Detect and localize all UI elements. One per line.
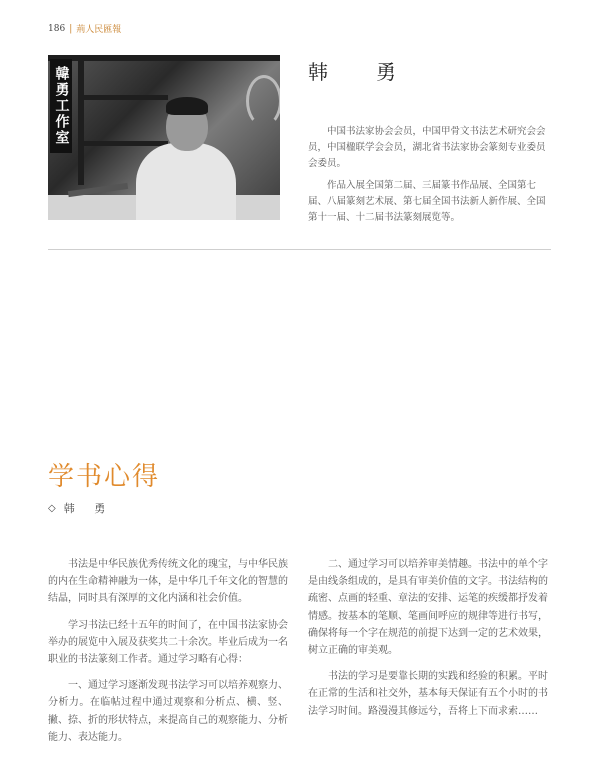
article-paragraph: 书法是中华民族优秀传统文化的瑰宝，与中华民族的内在生命精神融为一体，是中华几千年文化的智慧的结晶，同时具有深厚的文化内涵和社会价值。 <box>48 559 288 605</box>
diamond-icon: ◇ <box>48 502 56 514</box>
profile-bio <box>308 124 553 232</box>
article-byline <box>48 500 113 516</box>
article-author: 韩 勇 <box>63 502 114 515</box>
magazine-name: 荊人民匯報 <box>76 25 122 35</box>
article-paragraph: 一、通过学习逐渐发现书法学习可以培养观察力、分析力。在临帖过程中通过观察和分析点、横、竖、撇、捺、折的形状特点，来提高自己的观察能力、分析能力、表达能力。 <box>48 680 288 743</box>
page-number: 186 <box>48 23 66 34</box>
article-paragraph: 书法的学习是要靠长期的实践和经验的积累。平时在正常的生活和社交外，基本每天保证有五个小时的书法学习时间。路漫漫其修远兮，吾将上下而求索…… <box>308 671 548 717</box>
studio-seal: 韓勇工作室 <box>50 59 72 153</box>
person-hair-shape <box>166 97 208 115</box>
header-separator: | <box>69 23 73 34</box>
page-header <box>48 22 121 35</box>
author-photo <box>48 55 280 220</box>
bio-paragraph: 中国书法家协会会员，中国甲骨文书法艺术研究会会员，中国楹联学会会员，湖北省书法家协会篆刻专业委员会委员。 <box>308 126 546 169</box>
article-title: 学书心得 <box>48 462 161 492</box>
article-column-left <box>48 556 288 755</box>
article-paragraph: 学习书法已经十五年的时间了，在中国书法家协会举办的展览中入展及获奖共二十余次。毕业后成为一名职业的书法篆刻工作者。通过学习略有心得： <box>48 619 288 666</box>
article-paragraph: 二、通过学习可以培养审美情趣。书法中的单个字是由线条组成的，是具有审美价值的文字。书法结构的疏密、点画的轻重、章法的安排、运笔的疾缓都抒发着情感。按基本的笔顺、笔画间呼应的规律等进行书写，确保将每一个字在规范的前提下达到一定的艺术效果，树立正确的审美观。 <box>308 559 548 657</box>
article-column-right <box>308 556 548 729</box>
profile-name: 韩 勇 <box>308 60 410 84</box>
lamp-shape <box>246 75 280 127</box>
person-shirt-shape <box>136 143 236 220</box>
section-divider <box>48 249 551 250</box>
bio-paragraph: 作品入展全国第二届、三届篆书作品展、全国第七届、八届篆刻艺术展、第七届全国书法新人新作展、全国第十一届、十二届书法篆刻展览等。 <box>308 180 546 223</box>
